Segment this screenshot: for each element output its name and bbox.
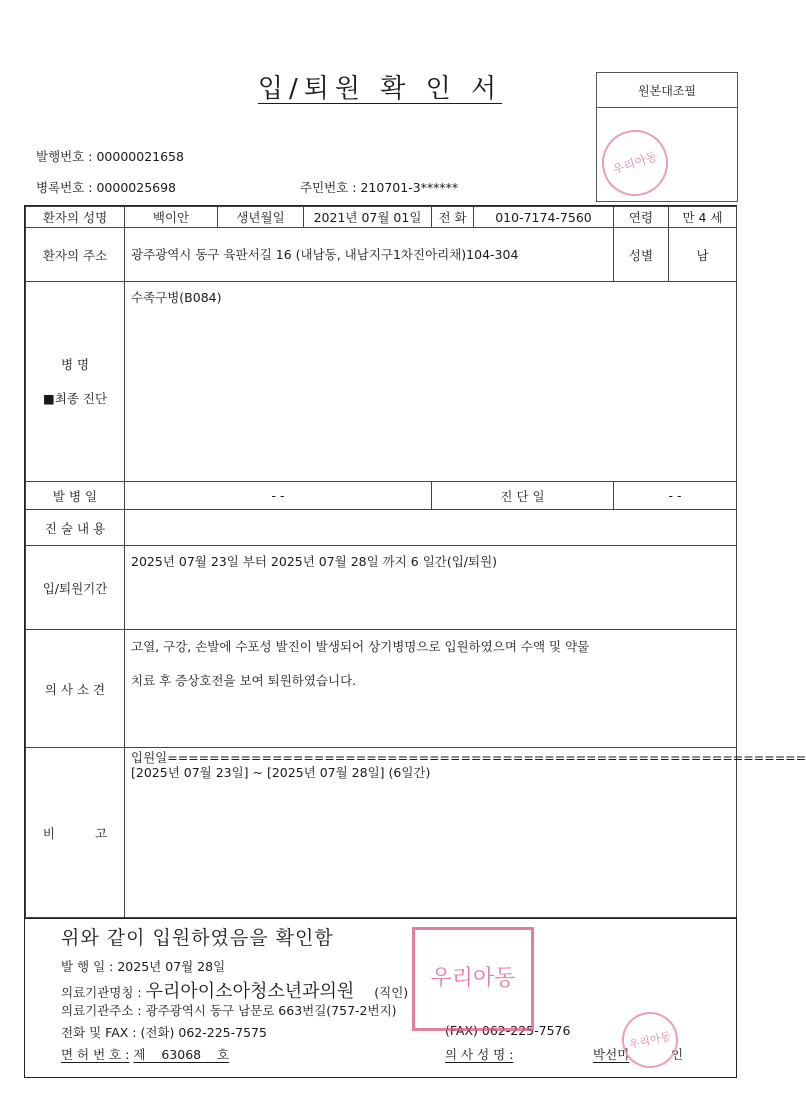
diagnosis-row: [26, 282, 737, 482]
sex-label: 성별: [614, 228, 669, 282]
remarks-label-1: 비: [42, 825, 55, 841]
issue-number: [36, 147, 184, 165]
resident-number-label: 주민번호 :: [300, 180, 357, 195]
clinic-address-label: 의료기관주소 :: [61, 1003, 142, 1018]
clinic-official-seal: 우리아동: [412, 927, 534, 1031]
opinion-line-2: 치료 후 증상호전을 보여 퇴원하였습니다.: [131, 673, 357, 688]
onset-label: 발 병 일: [26, 482, 125, 510]
patient-row-1: [26, 207, 737, 228]
patient-row-2: [26, 228, 737, 282]
remarks-line-1: 입원일=============================================================: [131, 750, 806, 765]
clinic-address-value: 광주광역시 동구 남문로 663번길(757-2번지): [145, 1003, 397, 1018]
license-number: 제 63068 호: [133, 1047, 230, 1062]
phone-fax-label: 전화 및 FAX :: [61, 1025, 137, 1040]
period-value: 2025년 07월 23일 부터 2025년 07월 28일 까지 6 일간(입/퇴원): [125, 546, 737, 630]
clinic-name-row: [61, 977, 408, 1003]
resident-number: [300, 178, 458, 196]
address-label: 환자의 주소: [26, 228, 125, 282]
issue-date-label: 발 행 일 :: [61, 959, 114, 974]
name-label: 환자의 성명: [26, 207, 125, 228]
patient-dob: 2021년 07월 01일: [304, 207, 432, 228]
phone-label: 전 화: [432, 207, 474, 228]
clinic-seal-mark: (직인): [374, 985, 409, 1000]
clinic-phone: (전화) 062-225-7575: [140, 1025, 267, 1040]
confirmation-heading: 위와 같이 입원하였음을 확인함: [61, 927, 334, 949]
patient-address: 광주광역시 동구 육판서길 16 (내남동, 내남지구1차진아리채)104-304: [125, 228, 614, 282]
remarks-cell: [125, 748, 806, 918]
onset-row: [26, 482, 737, 510]
remarks-line-2: [2025년 07월 23일] ~ [2025년 07월 28일] (6일간): [131, 765, 431, 780]
original-copy-seal: 우리아동: [593, 121, 676, 204]
patient-sex: 남: [669, 228, 737, 282]
diagnosis-value: 수족구병(B084): [125, 282, 737, 482]
opinion-label: 의 사 소 견: [26, 630, 125, 748]
age-label: 연령: [614, 207, 669, 228]
patient-phone: 010-7174-7560: [474, 207, 614, 228]
diagnosis-label-cell: [26, 282, 125, 482]
opinion-cell: [125, 630, 737, 748]
final-diagnosis-label: ■최종 진단: [42, 390, 108, 406]
issue-number-value: 00000021658: [96, 149, 184, 164]
doctor-name: 박선미: [593, 1047, 630, 1062]
opinion-row: [26, 630, 737, 748]
clinic-name-label: 의료기관명칭 :: [61, 985, 142, 1000]
form-table: [24, 205, 806, 919]
period-row: [26, 546, 737, 630]
statement-value: [125, 510, 737, 546]
remarks-label-2: 고: [94, 825, 108, 841]
onset-value: - -: [125, 482, 432, 510]
statement-label: 진 술 내 용: [26, 510, 125, 546]
clinic-address-row: [61, 1001, 397, 1019]
diagnosis-date-value: - -: [614, 482, 737, 510]
clinic-fax: (FAX) 062-225-7576: [445, 1023, 571, 1038]
patient-age: 만 4 세: [669, 207, 737, 228]
remarks-label-cell: [26, 748, 125, 918]
doctor-seal-mark: 인: [671, 1047, 684, 1062]
license-label: 면 허 번 호 :: [61, 1047, 130, 1062]
issue-date-value: 2025년 07월 28일: [117, 959, 226, 974]
opinion-line-1: 고열, 구강, 손발에 수포성 발진이 발생되어 상기병명으로 입원하였으며 수액 및 약물: [131, 639, 590, 654]
record-number-value: 0000025698: [96, 180, 177, 195]
clinic-name-value: 우리아이소아청소년과의원: [145, 981, 355, 1002]
record-number-label: 병록번호 :: [36, 180, 93, 195]
dob-label: 생년월일: [218, 207, 304, 228]
issue-number-label: 발행번호 :: [36, 149, 93, 164]
doctor-label: 의 사 성 명 :: [445, 1047, 514, 1062]
document-title: 입/퇴원 확 인 서: [257, 74, 503, 104]
patient-name: 백이안: [125, 207, 218, 228]
record-number: [36, 178, 176, 196]
resident-number-value: 210701-3******: [360, 180, 459, 195]
issue-date-row: [61, 957, 225, 975]
period-label: 입/퇴원기간: [26, 546, 125, 630]
statement-row: [26, 510, 737, 546]
original-copy-label: 원본대조필: [597, 73, 737, 108]
diagnosis-label: 병 명: [60, 356, 90, 372]
doctor-seal: 우리아동: [617, 1007, 683, 1073]
diagnosis-date-label: 진 단 일: [432, 482, 614, 510]
remarks-row: [26, 748, 737, 918]
